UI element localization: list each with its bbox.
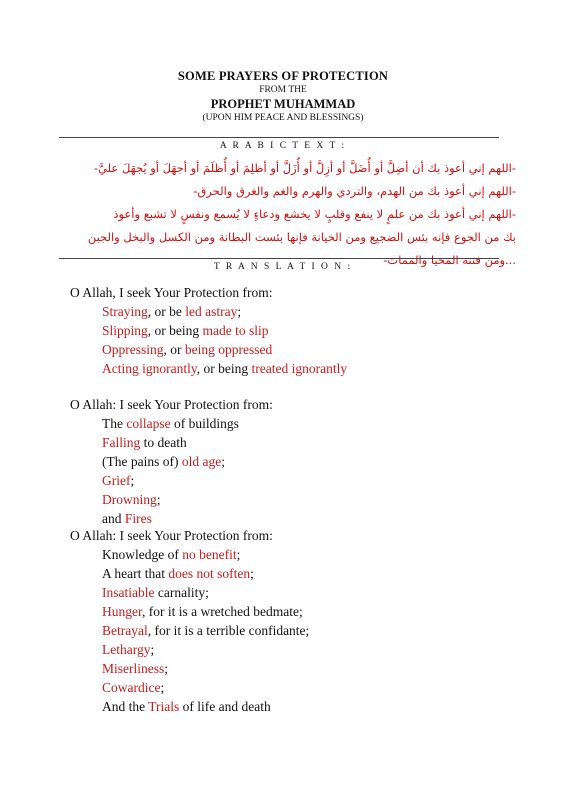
plain-text: ; xyxy=(164,661,169,676)
highlighted-text: being oppressed xyxy=(184,342,273,357)
plain-text: ; xyxy=(150,642,155,657)
section-heading: O Allah, I seek Your Protection from: xyxy=(70,285,273,300)
plain-text: ; xyxy=(237,304,242,319)
item-list xyxy=(102,545,510,716)
document-title: SOME PRAYERS OF PROTECTION xyxy=(177,69,389,83)
arabic-line: بك من الجوع فإنه بئس الضجيع ومن الخيانة فإنها بئست البطانة ومن الكسل والبخل والجبن xyxy=(87,230,516,244)
translation-label: T R A N S L A T I O N : xyxy=(213,262,353,272)
highlighted-text: old age xyxy=(181,454,222,469)
highlighted-text: Betrayal xyxy=(102,623,148,638)
highlighted-text: Oppressing xyxy=(102,342,164,357)
document-header xyxy=(0,68,566,125)
translation-item xyxy=(102,583,510,602)
translation-item xyxy=(102,602,510,621)
highlighted-text: Hunger xyxy=(102,604,142,619)
translation-item xyxy=(102,302,510,321)
plain-text: , for it is a wretched bedmate; xyxy=(141,604,303,619)
arabic-line: -اللهم إني أعوذ بك من الهدم، والتردي والهرم والغم والغرق والحرق- xyxy=(193,184,516,198)
highlighted-text: Grief xyxy=(102,473,131,488)
translation-item xyxy=(102,697,510,716)
highlighted-text: Miserliness xyxy=(102,661,165,676)
plain-text: to death xyxy=(140,435,187,450)
plain-text: ; xyxy=(250,566,254,581)
arabic-line: ...ومن فتنة المحيا والممات- xyxy=(383,253,516,267)
arabic-text-block xyxy=(46,157,516,272)
translation-item xyxy=(102,452,510,471)
highlighted-text: Drowning xyxy=(102,492,157,507)
translation-item xyxy=(102,433,510,452)
plain-text: And the xyxy=(102,699,149,714)
top-divider xyxy=(59,137,499,138)
plain-text: ; xyxy=(236,547,241,562)
plain-text: of buildings xyxy=(170,416,239,431)
highlighted-text: led astray xyxy=(185,304,238,319)
plain-text: A heart that xyxy=(102,566,169,581)
arabic-text-label: A R A B I C T E X T : xyxy=(219,141,347,151)
plain-text: carnality; xyxy=(154,585,209,600)
plain-text: ; xyxy=(221,454,225,469)
translation-item xyxy=(102,490,510,509)
highlighted-text: Falling xyxy=(102,435,141,450)
translation-section-2 xyxy=(70,395,510,528)
plain-text: , for it is a terrible confidante; xyxy=(147,623,310,638)
plain-text: , or being xyxy=(147,323,203,338)
translation-item xyxy=(102,359,510,378)
highlighted-text: Cowardice xyxy=(102,680,161,695)
item-list xyxy=(102,302,510,378)
highlighted-text: Lethargy xyxy=(102,642,151,657)
translation-item xyxy=(102,678,510,697)
plain-text: , or being xyxy=(196,361,252,376)
arabic-line: -اللهم إني أعوذ بك من علمٍ لا ينفع وقلبٍ لا يخشع ودعاءٍ لا يُسمع ونفسٍ لا تشبع وأعوذ xyxy=(113,207,516,221)
plain-text: , or xyxy=(163,342,185,357)
plain-text: and xyxy=(102,511,125,526)
highlighted-text: Trials xyxy=(148,699,180,714)
highlighted-text: collapse xyxy=(126,416,171,431)
item-list xyxy=(102,414,510,528)
plain-text: Knowledge of xyxy=(102,547,183,562)
plain-text: ; xyxy=(156,492,161,507)
prophet-name: PROPHET MUHAMMAD xyxy=(210,97,356,111)
highlighted-text: does not soften xyxy=(168,566,251,581)
highlighted-text: Insatiable xyxy=(102,585,155,600)
highlighted-text: Acting ignorantly xyxy=(102,361,197,376)
highlighted-text: Slipping xyxy=(102,323,148,338)
plain-text: The xyxy=(102,416,127,431)
translation-item xyxy=(102,621,510,640)
translation-section-3 xyxy=(70,526,510,716)
plain-text: (The pains of) xyxy=(102,454,182,469)
middle-divider xyxy=(59,258,499,259)
highlighted-text: treated ignorantly xyxy=(251,361,348,376)
from-line: FROM THE xyxy=(259,85,307,95)
translation-item xyxy=(102,414,510,433)
plain-text: of life and death xyxy=(179,699,271,714)
highlighted-text: made to slip xyxy=(202,323,269,338)
arabic-line: -اللهم إني أعوذ بك أن أضِلَّ أو أُضَلَّ أو أزِلَّ أو أُزَلَّ أو أظلِمَ أو أُظلَمَ أو أجهَلَ أو يُجهَلَ عليَّ- xyxy=(93,161,516,175)
plain-text: ; xyxy=(160,680,165,695)
translation-item xyxy=(102,471,510,490)
highlighted-text: Straying xyxy=(102,304,148,319)
plain-text: , or be xyxy=(147,304,186,319)
translation-item xyxy=(102,340,510,359)
translation-item xyxy=(102,545,510,564)
blessing-line: (UPON HIM PEACE AND BLESSINGS) xyxy=(202,113,364,123)
translation-section-1 xyxy=(70,283,510,378)
translation-item xyxy=(102,659,510,678)
plain-text: ; xyxy=(130,473,135,488)
section-heading: O Allah: I seek Your Protection from: xyxy=(70,528,273,543)
highlighted-text: no benefit xyxy=(182,547,237,562)
translation-item xyxy=(102,321,510,340)
translation-item xyxy=(102,564,510,583)
section-heading: O Allah: I seek Your Protection from: xyxy=(70,397,273,412)
highlighted-text: Fires xyxy=(124,511,152,526)
translation-item xyxy=(102,640,510,659)
